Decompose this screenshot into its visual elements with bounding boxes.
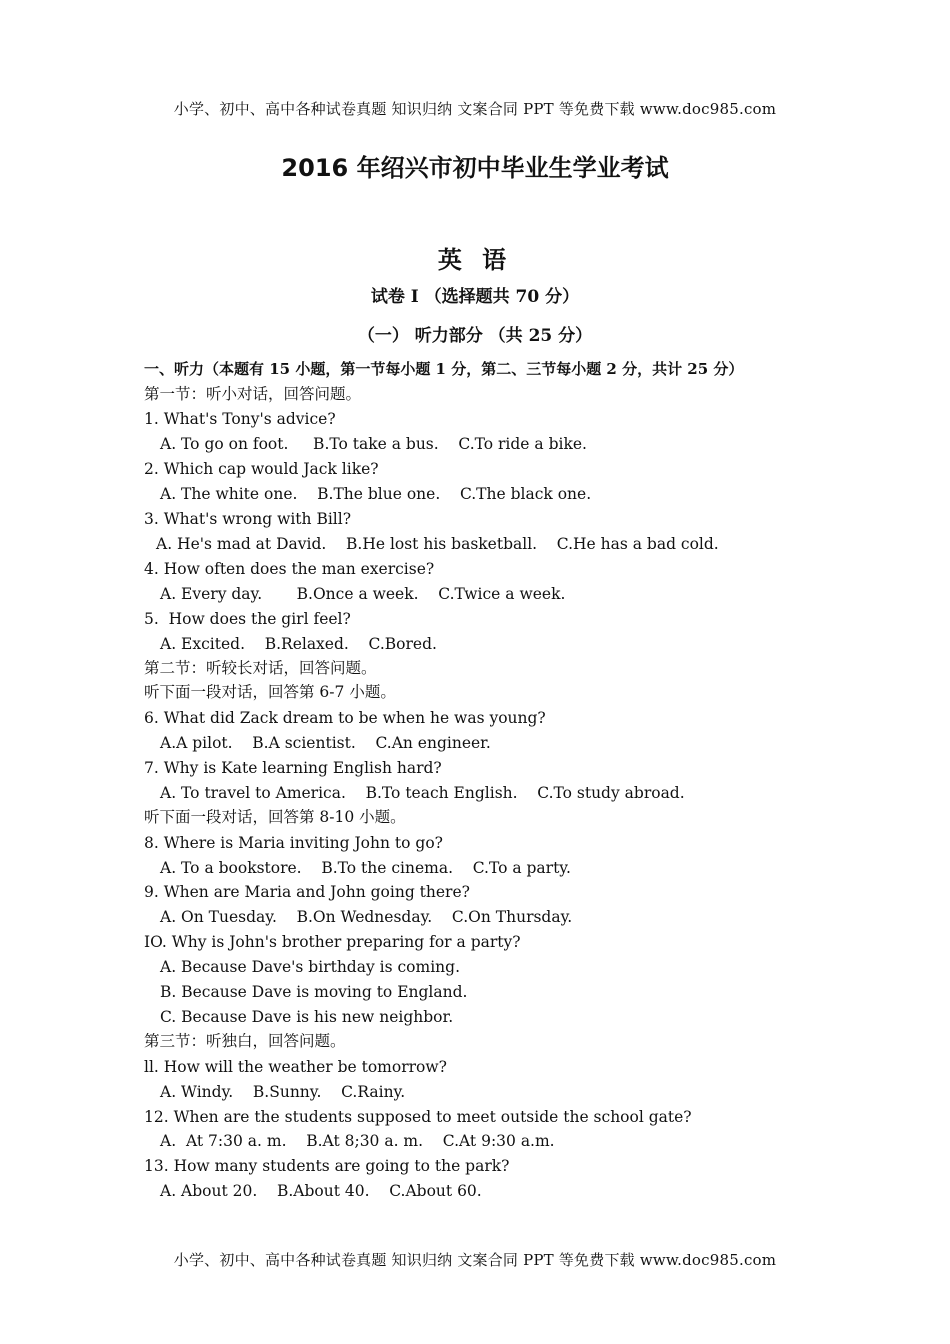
question-8: 8. Where is Maria inviting John to go? — [144, 834, 443, 852]
question-10: IO. Why is John's brother preparing for a party? — [144, 933, 521, 951]
question-7-options: A. To travel to America. B.To teach English. C.To study abroad. — [160, 784, 685, 802]
question-9: 9. When are Maria and John going there? — [144, 883, 470, 901]
question-2: 2. Which cap would Jack like? — [144, 460, 379, 478]
subject-title: 英 语 — [437, 245, 513, 274]
section-2-heading: 第二节：听较长对话，回答问题。 — [144, 659, 377, 677]
page-header: 小学、初中、高中各种试卷真题 知识归纳 文案合同 PPT 等免费下载 www.doc985.com — [173, 100, 777, 118]
page-footer: 小学、初中、高中各种试卷真题 知识归纳 文案合同 PPT 等免费下载 www.doc985.com — [173, 1251, 777, 1269]
question-3-options: A. He's mad at David. B.He lost his basketball. C.He has a bad cold. — [156, 535, 719, 553]
question-12-options: A. At 7:30 a. m. B.At 8;30 a. m. C.At 9:30 a.m. — [160, 1132, 555, 1150]
question-2-options: A. The white one. B.The blue one. C.The black one. — [160, 485, 592, 503]
question-4-options: A. Every day. B.Once a week. C.Twice a week. — [160, 585, 566, 603]
part-heading: （一） 听力部分 （共 25 分） — [357, 326, 593, 346]
question-6-options: A.A pilot. B.A scientist. C.An engineer. — [160, 734, 491, 752]
question-1: 1. What's Tony's advice? — [144, 410, 336, 428]
question-11-options: A. Windy. B.Sunny. C.Rainy. — [160, 1083, 406, 1101]
question-1-options: A. To go on foot. B.To take a bus. C.To ride a bike. — [160, 435, 587, 453]
subsection-6-7: 听下面一段对话，回答第 6-7 小题。 — [144, 683, 396, 701]
question-5-options: A. Excited. B.Relaxed. C.Bored. — [160, 635, 437, 653]
question-13-options: A. About 20. B.About 40. C.About 60. — [160, 1182, 482, 1200]
question-10-option-c: C. Because Dave is his new neighbor. — [160, 1008, 454, 1026]
question-6: 6. What did Zack dream to be when he was young? — [144, 709, 546, 727]
question-10-option-b: B. Because Dave is moving to England. — [160, 983, 468, 1001]
question-11: ll. How will the weather be tomorrow? — [144, 1058, 447, 1076]
question-8-options: A. To a bookstore. B.To the cinema. C.To a party. — [160, 859, 571, 877]
question-7: 7. Why is Kate learning English hard? — [144, 759, 442, 777]
question-13: 13. How many students are going to the park? — [144, 1157, 510, 1175]
question-4: 4. How often does the man exercise? — [144, 560, 435, 578]
listening-instruction: 一、听力（本题有 15 小题，第一节每小题 1 分，第二、三节每小题 2 分，共计 25 分） — [144, 360, 744, 378]
paper-heading: 试卷 Ⅰ （选择题共 70 分） — [370, 287, 580, 307]
question-12: 12. When are the students supposed to meet outside the school gate? — [144, 1108, 692, 1126]
question-5: 5. How does the girl feel? — [144, 610, 351, 628]
section-1-heading: 第一节：听小对话，回答问题。 — [144, 385, 362, 403]
question-3: 3. What's wrong with Bill? — [144, 510, 352, 528]
exam-title: 2016 年绍兴市初中毕业生学业考试 — [281, 154, 669, 182]
subsection-8-10: 听下面一段对话，回答第 8-10 小题。 — [144, 808, 406, 826]
section-3-heading: 第三节：听独白，回答问题。 — [144, 1032, 346, 1050]
question-10-option-a: A. Because Dave's birthday is coming. — [160, 958, 460, 976]
question-9-options: A. On Tuesday. B.On Wednesday. C.On Thursday. — [160, 908, 573, 926]
